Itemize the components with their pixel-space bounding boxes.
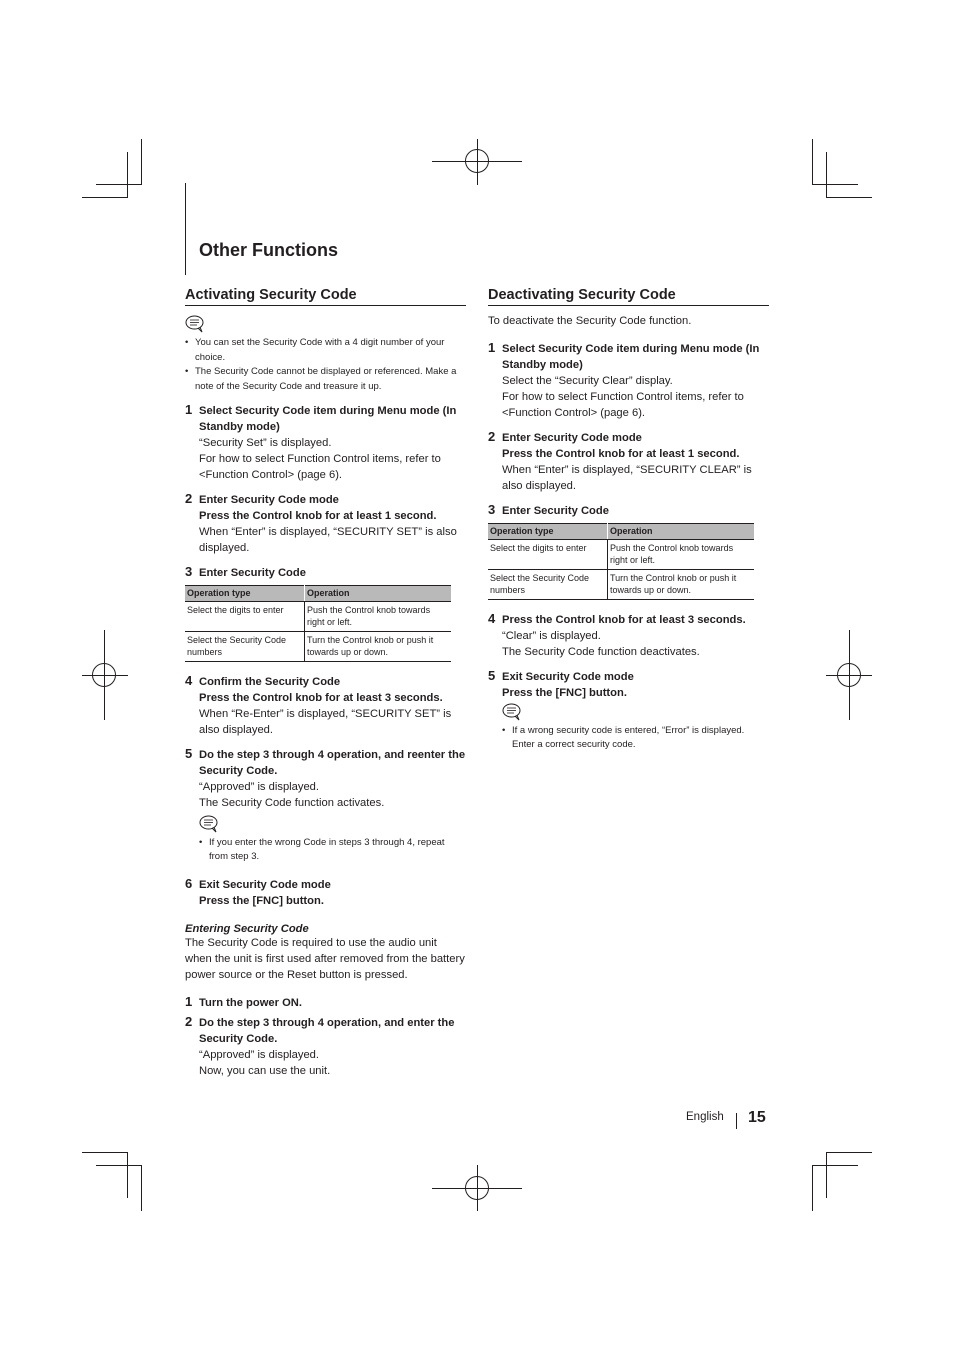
notes-list: [199, 836, 466, 865]
table-cell: Select the Security Code numbers: [488, 569, 608, 599]
step-instruction: Confirm the Security Code: [199, 675, 341, 688]
step-instruction: Press the Control knob for at least 1 second.: [502, 448, 740, 460]
table-cell: Push the Control knob towards right or left.: [608, 539, 755, 569]
step-number: 3: [488, 502, 496, 517]
step-instruction: Do the step 3 through 4 operation, and reenter the Security Code.: [199, 748, 466, 777]
table-header: Operation type: [488, 524, 608, 540]
note-item: • You can set the Security Code with a 4 digit number of your choice.: [185, 336, 466, 365]
footer-language: English: [686, 1111, 724, 1123]
step-number: 5: [488, 667, 496, 683]
step-detail: Select the “Security Clear” display.: [502, 375, 673, 387]
page-title: Other Functions: [199, 240, 338, 260]
step: [488, 503, 769, 519]
step-number: 2: [185, 1013, 193, 1029]
title-rule: [185, 183, 186, 275]
step: [185, 1015, 466, 1079]
crop-mark: [141, 1165, 142, 1211]
step-instruction: Select Security Code item during Menu mode (In Standby mode): [199, 405, 457, 433]
step-number: 4: [488, 610, 496, 626]
step-instruction: Do the step 3 through 4 operation, and enter the Security Code.: [199, 1016, 455, 1045]
step-instruction: Select Security Code item during Menu mode (In Standby mode): [502, 343, 760, 371]
crop-mark: [826, 1152, 872, 1153]
step-number: 1: [488, 340, 496, 355]
section-heading-activating: Activating Security Code: [185, 287, 466, 306]
table-row: [185, 631, 451, 661]
step: [185, 565, 466, 581]
table-header: Operation type: [185, 586, 305, 602]
step-instruction: Press the [FNC] button.: [199, 894, 324, 907]
step-instruction: Exit Security Code mode: [502, 670, 634, 683]
table-header: Operation: [608, 524, 755, 540]
crop-mark: [826, 152, 827, 198]
step-number: 1: [185, 993, 193, 1009]
step: [185, 403, 466, 483]
registration-circle: [837, 663, 861, 687]
crop-mark: [812, 1165, 858, 1166]
operation-table: [185, 585, 451, 662]
notes-list: [502, 724, 769, 753]
step-number: 4: [185, 672, 193, 688]
crop-mark: [141, 139, 142, 185]
step-detail: When “Re-Enter” is displayed, “SECURITY SET” is also displayed.: [199, 707, 452, 736]
step: [488, 669, 769, 753]
notes-list: [185, 336, 466, 394]
step-number: 2: [488, 429, 496, 444]
step-detail: The Security Code function activates.: [199, 796, 385, 809]
step-number: 1: [185, 402, 193, 417]
crop-mark: [82, 1152, 128, 1153]
step-detail: “Approved” is displayed.: [199, 1048, 320, 1061]
table-cell: Select the digits to enter: [185, 601, 305, 631]
step: [488, 612, 769, 660]
crop-mark: [812, 139, 813, 185]
footer-separator: [736, 1113, 737, 1129]
crop-mark: [127, 152, 128, 198]
table-cell: Select the Security Code numbers: [185, 631, 305, 661]
step: [185, 747, 466, 865]
note-item: • The Security Code cannot be displayed or referenced. Make a note of the Security Code and treasure it up.: [185, 365, 466, 394]
step: [185, 492, 466, 556]
registration-circle: [465, 149, 489, 173]
step-number: 3: [185, 564, 193, 579]
step-detail: “Clear” is displayed.: [502, 629, 601, 642]
right-column: [488, 287, 769, 753]
step-instruction: Enter Security Code mode: [199, 494, 339, 506]
step-number: 2: [185, 491, 193, 506]
step-detail: For how to select Function Control items, refer to <Function Control> (page 6).: [502, 391, 744, 419]
crop-mark: [96, 1165, 142, 1166]
step-detail: “Security Set” is displayed.: [199, 437, 332, 449]
table-cell: Push the Control knob towards right or left.: [305, 601, 452, 631]
crop-mark: [826, 1152, 827, 1198]
step: [185, 674, 466, 738]
step-instruction: Press the Control knob for at least 1 second.: [199, 510, 437, 522]
left-column: [185, 287, 466, 1079]
step-number: 5: [185, 745, 193, 761]
step-instruction: Exit Security Code mode: [199, 878, 331, 891]
operation-table: [488, 523, 754, 600]
note-icon: [185, 315, 205, 333]
table-header: Operation: [305, 586, 452, 602]
table-cell: Turn the Control knob or push it towards up or down.: [305, 631, 452, 661]
step-detail: “Approved” is displayed.: [199, 780, 320, 793]
registration-circle: [92, 663, 116, 687]
step-instruction: Enter Security Code mode: [502, 432, 642, 444]
crop-mark: [127, 1152, 128, 1198]
section-heading-deactivating: Deactivating Security Code: [488, 287, 769, 306]
page-number: 15: [748, 1109, 766, 1126]
note-item: • If you enter the wrong Code in steps 3 through 4, repeat from step 3.: [199, 836, 466, 865]
note-item: • If a wrong security code is entered, “Error” is displayed. Enter a correct security code.: [502, 724, 769, 753]
crop-mark: [96, 184, 142, 185]
step-instruction: Press the Control knob for at least 3 seconds.: [502, 613, 746, 626]
step-detail: When “Enter” is displayed, “SECURITY SET” is also displayed.: [199, 526, 457, 554]
step-detail: Now, you can use the unit.: [199, 1064, 331, 1077]
step: [488, 341, 769, 421]
crop-mark: [82, 197, 128, 198]
step: [185, 995, 466, 1011]
step-detail: When “Enter” is displayed, “SECURITY CLEAR” is also displayed.: [502, 464, 752, 492]
step-instruction: Enter Security Code: [199, 567, 306, 579]
crop-mark: [826, 197, 872, 198]
step-instruction: Enter Security Code: [502, 505, 609, 517]
registration-circle: [465, 1176, 489, 1200]
step: [488, 430, 769, 494]
intro-text: To deactivate the Security Code function.: [488, 315, 692, 327]
step-number: 6: [185, 875, 193, 891]
step-instruction: Turn the power ON.: [199, 996, 302, 1009]
table-row: [185, 601, 451, 631]
table-row: [488, 539, 754, 569]
entering-description: The Security Code is required to use the audio unit when the unit is first used after removed from the battery power source or the Reset button is pressed.: [185, 936, 465, 981]
step-instruction: Press the [FNC] button.: [502, 686, 627, 699]
crop-mark: [812, 1165, 813, 1211]
crop-mark: [812, 184, 858, 185]
step: [185, 877, 466, 909]
note-icon: [199, 815, 219, 833]
step-detail: For how to select Function Control items, refer to <Function Control> (page 6).: [199, 453, 441, 481]
table-cell: Turn the Control knob or push it towards up or down.: [608, 569, 755, 599]
subsection-heading-entering: Entering Security Code: [185, 922, 309, 935]
table-cell: Select the digits to enter: [488, 539, 608, 569]
table-row: [488, 569, 754, 599]
step-instruction: Press the Control knob for at least 3 seconds.: [199, 691, 443, 704]
step-detail: The Security Code function deactivates.: [502, 645, 700, 658]
note-icon: [502, 703, 522, 721]
